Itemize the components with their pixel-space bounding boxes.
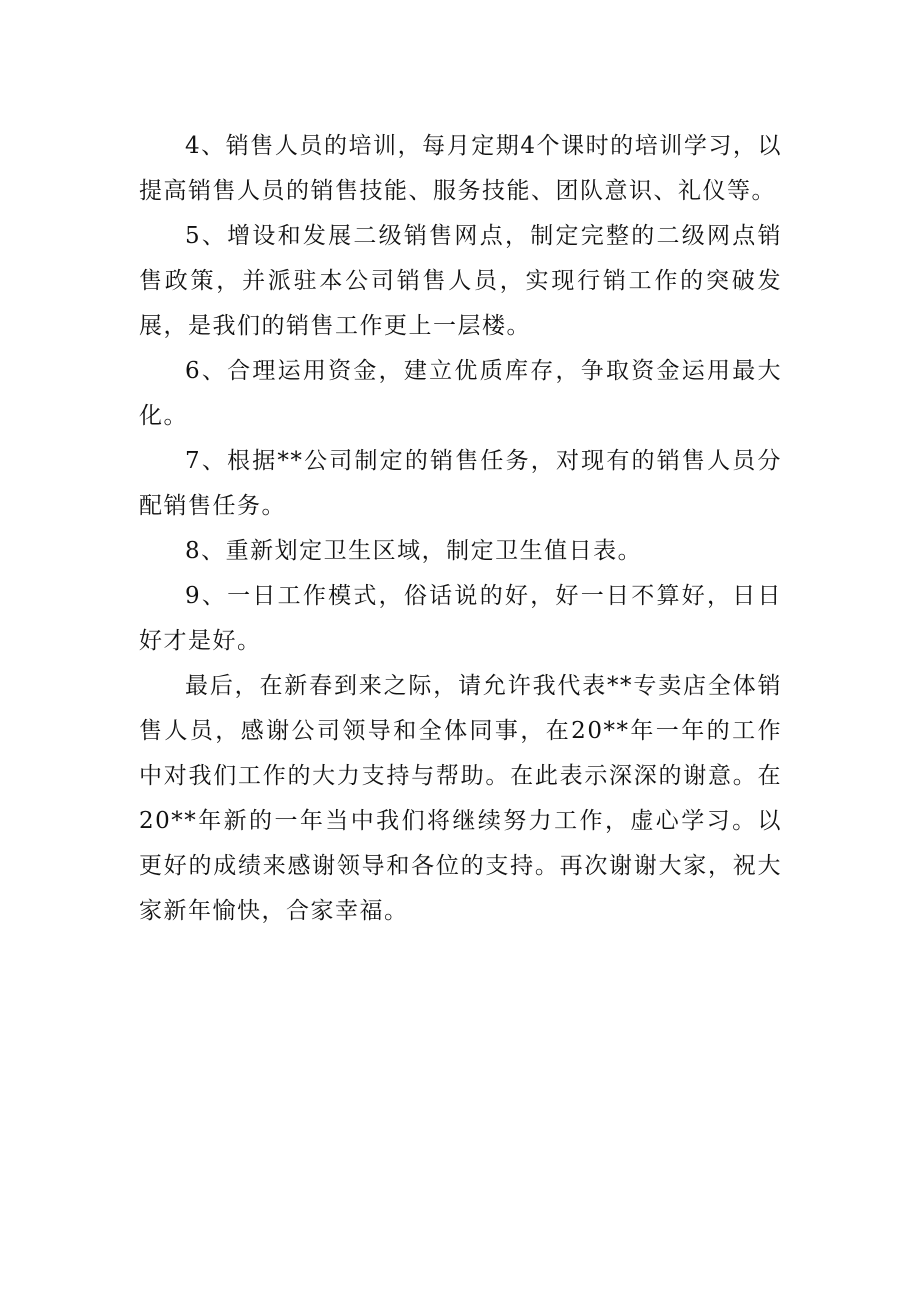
paragraph-item-5-outlets: 5、增设和发展二级销售网点，制定完整的二级网点销售政策，并派驻本公司销售人员，实现行销工作的突破发展，是我们的销售工作更上一层楼。 — [139, 223, 782, 339]
paragraph-item-6-funds: 6、合理运用资金，建立优质库存，争取资金运用最大化。 — [139, 358, 782, 429]
paragraph-closing-thanks: 最后，在新春到来之际，请允许我代表**专卖店全体销售人员，感谢公司领导和全体同事，在20**年一年的工作中对我们工作的大力支持与帮助。在此表示深深的谢意。在20**年新的一年当中我们将继续努力工作，虚心学习。以更好的成绩来感谢领导和各位的支持。再次谢谢大家，祝大家新年愉快，合家幸福。 — [139, 673, 782, 924]
paragraph-item-9-daily-mode: 9、一日工作模式，俗话说的好，好一日不算好，日日好才是好。 — [139, 583, 782, 654]
paragraph-item-7-sales-tasks: 7、根据**公司制定的销售任务，对现有的销售人员分配销售任务。 — [139, 448, 782, 519]
document-body — [139, 124, 782, 934]
paragraph-item-4-training: 4、销售人员的培训，每月定期4个课时的培训学习，以提高销售人员的销售技能、服务技能、团队意识、礼仪等。 — [139, 133, 782, 204]
paragraph-item-8-hygiene: 8、重新划定卫生区域，制定卫生值日表。 — [185, 538, 643, 564]
